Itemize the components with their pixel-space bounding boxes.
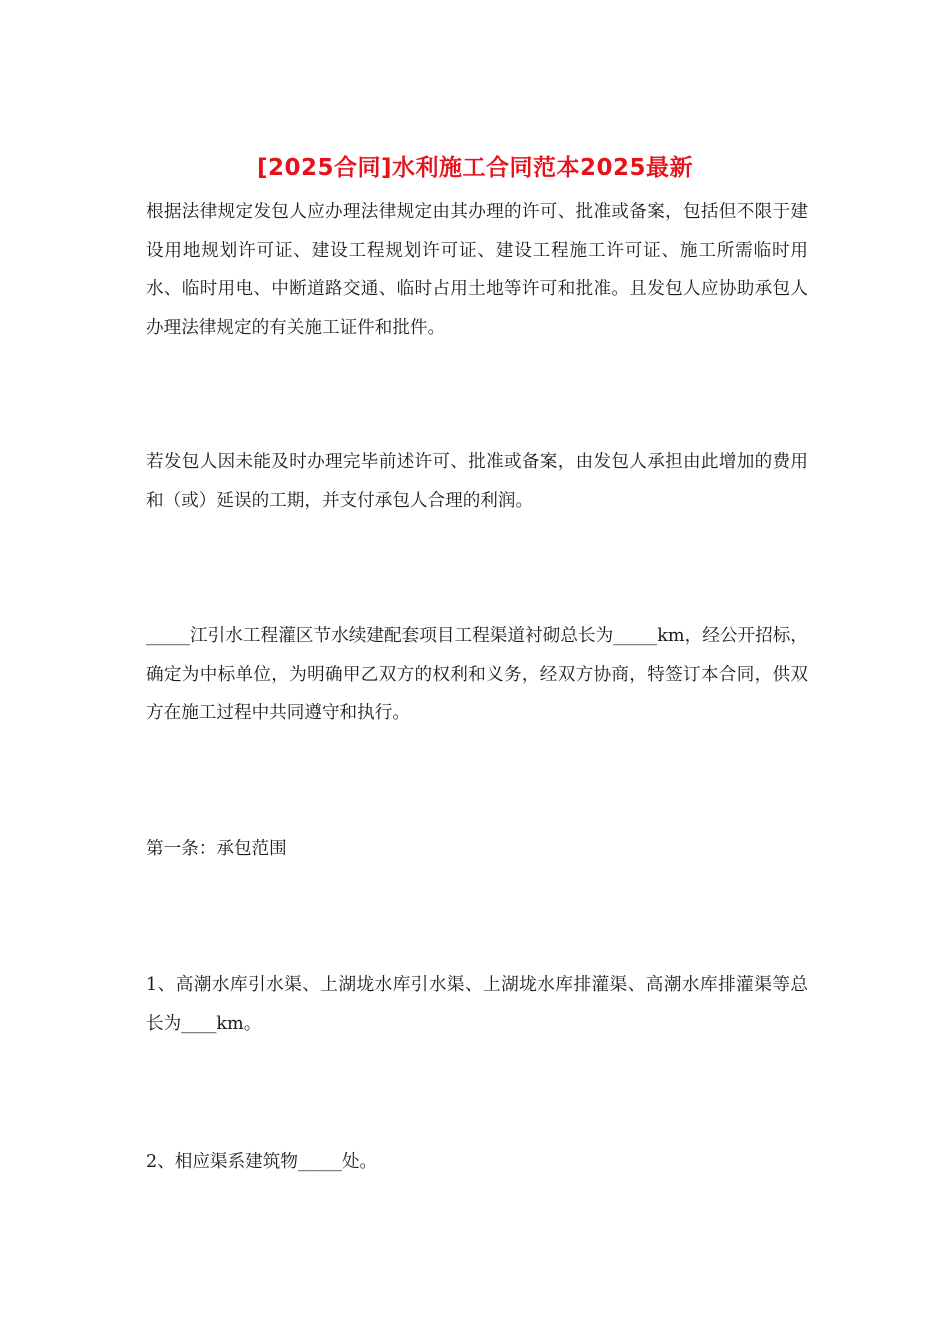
paragraph-permits: 根据法律规定发包人应办理法律规定由其办理的许可、批准或备案，包括但不限于建设用地规划许可证、建设工程规划许可证、建设工程施工许可证、施工所需临时用水、临时用电、中断道路交通、临时占用土地等许可和批准。且发包人应协助承包人办理法律规定的有关施工证件和批件。	[146, 202, 808, 338]
list-item-channels: 1、高潮水库引水渠、上湖垅水库引水渠、上湖垅水库排灌渠、高潮水库排灌渠等总长为____km。	[146, 975, 808, 1034]
paragraph-delay-liability: 若发包人因未能及时办理完毕前述许可、批准或备案，由发包人承担由此增加的费用和（或）延误的工期，并支付承包人合理的利润。	[146, 452, 808, 511]
document-title: [2025合同]水利施工合同范本2025最新	[256, 155, 694, 181]
section-heading-scope: 第一条：承包范围	[146, 839, 287, 859]
paragraph-project-intro: _____江引水工程灌区节水续建配套项目工程渠道衬砌总长为_____km，经公开招标，确定为中标单位，为明确甲乙双方的权利和义务，经双方协商，特签订本合同，供双方在施工过程中共同遵守和执行。	[146, 626, 808, 723]
list-item-structures: 2、相应渠系建筑物_____处。	[146, 1152, 378, 1172]
